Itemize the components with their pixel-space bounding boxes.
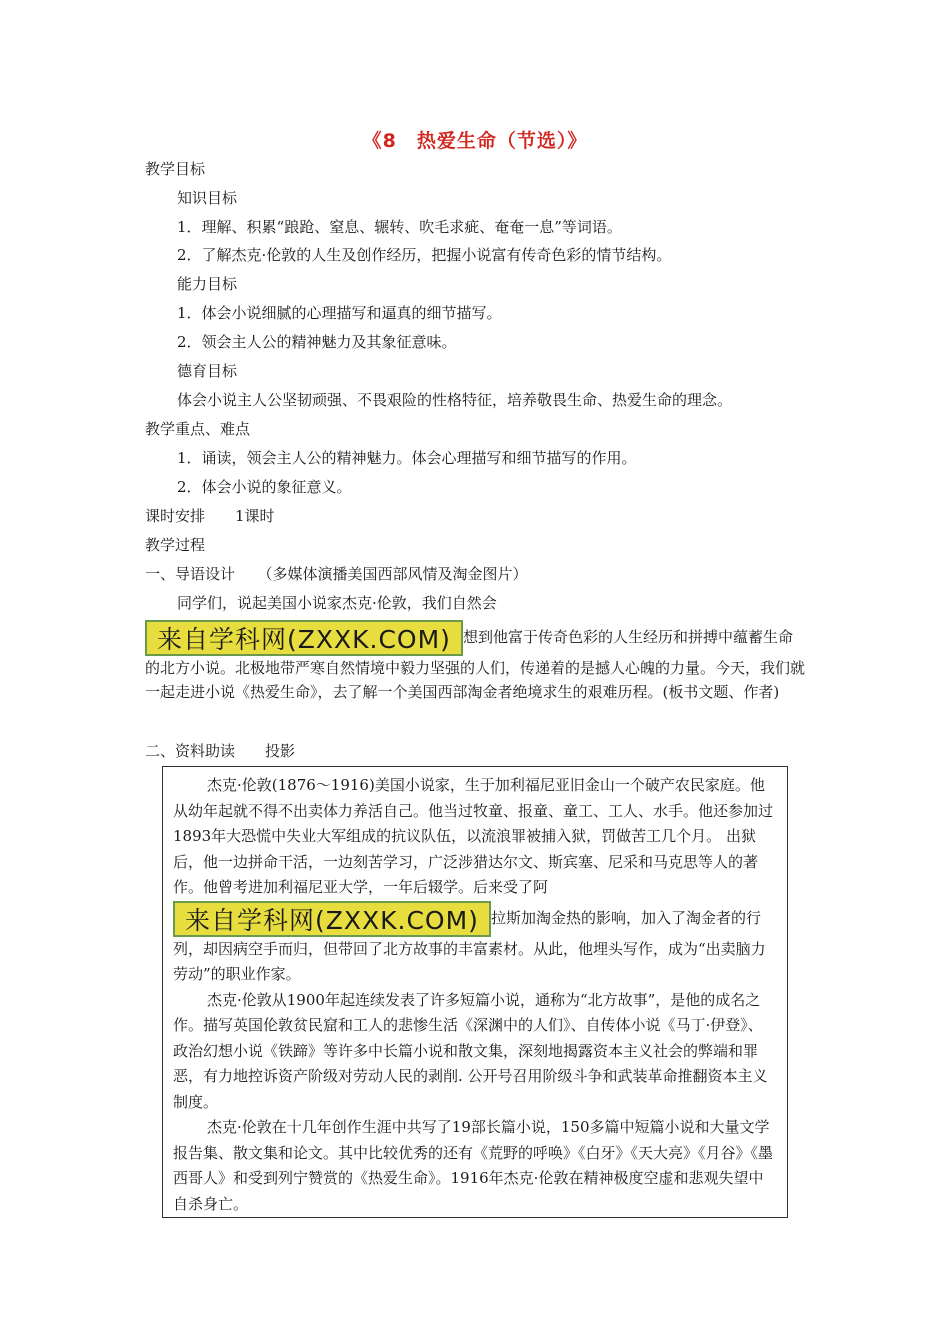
section2-heading: 二、资料助读 投影 (145, 742, 296, 760)
bio-paragraph-1 (173, 773, 777, 988)
process-heading: 教学过程 (145, 536, 206, 554)
reference-box (162, 766, 788, 1218)
knowledge-item-1: 1．理解、积累“踉跄、窒息、辗转、吹毛求疵、奄奄一息”等词语。 (177, 218, 622, 236)
bio-paragraph-1-after: 拉斯加淘金热的影响，加入了淘金者的行列，却因病空手而归，但带回了北方故事的丰富素材。从此，他埋头写作，成为“出卖脑力劳动”的职业作家。 (173, 908, 766, 983)
knowledge-item-2: 2．了解杰克·伦敦的人生及创作经历，把握小说富有传奇色彩的情节结构。 (177, 246, 672, 264)
section1-lead: 同学们，说起美国小说家杰克·伦敦，我们自然会 (177, 594, 497, 612)
moral-item-1: 体会小说主人公坚韧顽强、不畏艰险的性格特征，培养敬畏生命、热爱生命的理念。 (177, 391, 733, 409)
key-points-heading: 教学重点、难点 (145, 420, 251, 438)
watermark-banner-2: 来自学科网(ZXXK.COM) (173, 901, 491, 937)
document-title: 《8 热爱生命（节选）》 (362, 130, 588, 152)
bio-paragraph-3: 杰克·伦敦在十几年创作生涯中共写了19部长篇小说，150多篇中短篇小说和大量文学报告集、散文集和论文。其中比较优秀的还有《荒野的呼唤》《白牙》《天大亮》《月谷》《墨西哥人》和受到列宁赞赏的《热爱生命》。1916年杰克·伦敦在精神极度空虚和悲观失望中自杀身亡。 (173, 1118, 774, 1213)
knowledge-heading: 知识目标 (177, 189, 238, 207)
bio-paragraph-1-before: 杰克·伦敦(1876～1916)美国小说家，生于加利福尼亚旧金山一个破产农民家庭。他从幼年起就不得不出卖体力养活自己。他当过牧童、报童、童工、工人、水手。他还参加过1893年大恐慌中失业大军组成的抗议队伍，以流浪罪被捕入狱，罚做苦工几个月。 出狱后，他一边拼命干活，一边刻苦学习，广泛涉猎达尔文、斯宾塞、尼采和马克思等人的著作。他曾考进加利福尼亚大学，一年后辍学。后来受了阿 (173, 776, 774, 896)
schedule-line: 课时安排 1课时 (145, 507, 275, 525)
watermark-banner: 来自学科网(ZXXK.COM) (145, 620, 463, 656)
objectives-heading: 教学目标 (145, 160, 206, 178)
key-point-1: 1．诵读，领会主人公的精神魅力。体会心理描写和细节描写的作用。 (177, 449, 637, 467)
key-point-2: 2．体会小说的象征意义。 (177, 478, 352, 496)
ability-heading: 能力目标 (177, 275, 238, 293)
ability-item-1: 1．体会小说细腻的心理描写和逼真的细节描写。 (177, 304, 502, 322)
section1-heading: 一、导语设计 （多媒体演播美国西部风情及淘金图片） (145, 565, 528, 583)
moral-heading: 德育目标 (177, 362, 238, 380)
section1-paragraph (145, 620, 805, 704)
ability-item-2: 2．领会主人公的精神魅力及其象征意味。 (177, 333, 457, 351)
section1-continuation: 想到他富于传奇色彩的人生经历和拼搏中蕴蓄生命的北方小说。北极地带严寒自然情境中毅力坚强的人们，传递着的是撼人心魄的力量。今天，我们就一起走进小说《热爱生命》，去了解一个美国西部淘金者绝境求生的艰难历程。(板书文题、作者) (145, 628, 806, 701)
bio-paragraph-2: 杰克·伦敦从1900年起连续发表了许多短篇小说，通称为“北方故事”，是他的成名之作。描写英国伦敦贫民窟和工人的悲惨生活《深渊中的人们》、自传体小说《马丁·伊登》、政治幻想小说《铁蹄》等许多中长篇小说和散文集，深刻地揭露资本主义社会的弊端和罪恶，有力地控诉资产阶级对劳动人民的剥削. 公开号召用阶级斗争和武装革命推翻资本主义制度。 (173, 990, 768, 1111)
